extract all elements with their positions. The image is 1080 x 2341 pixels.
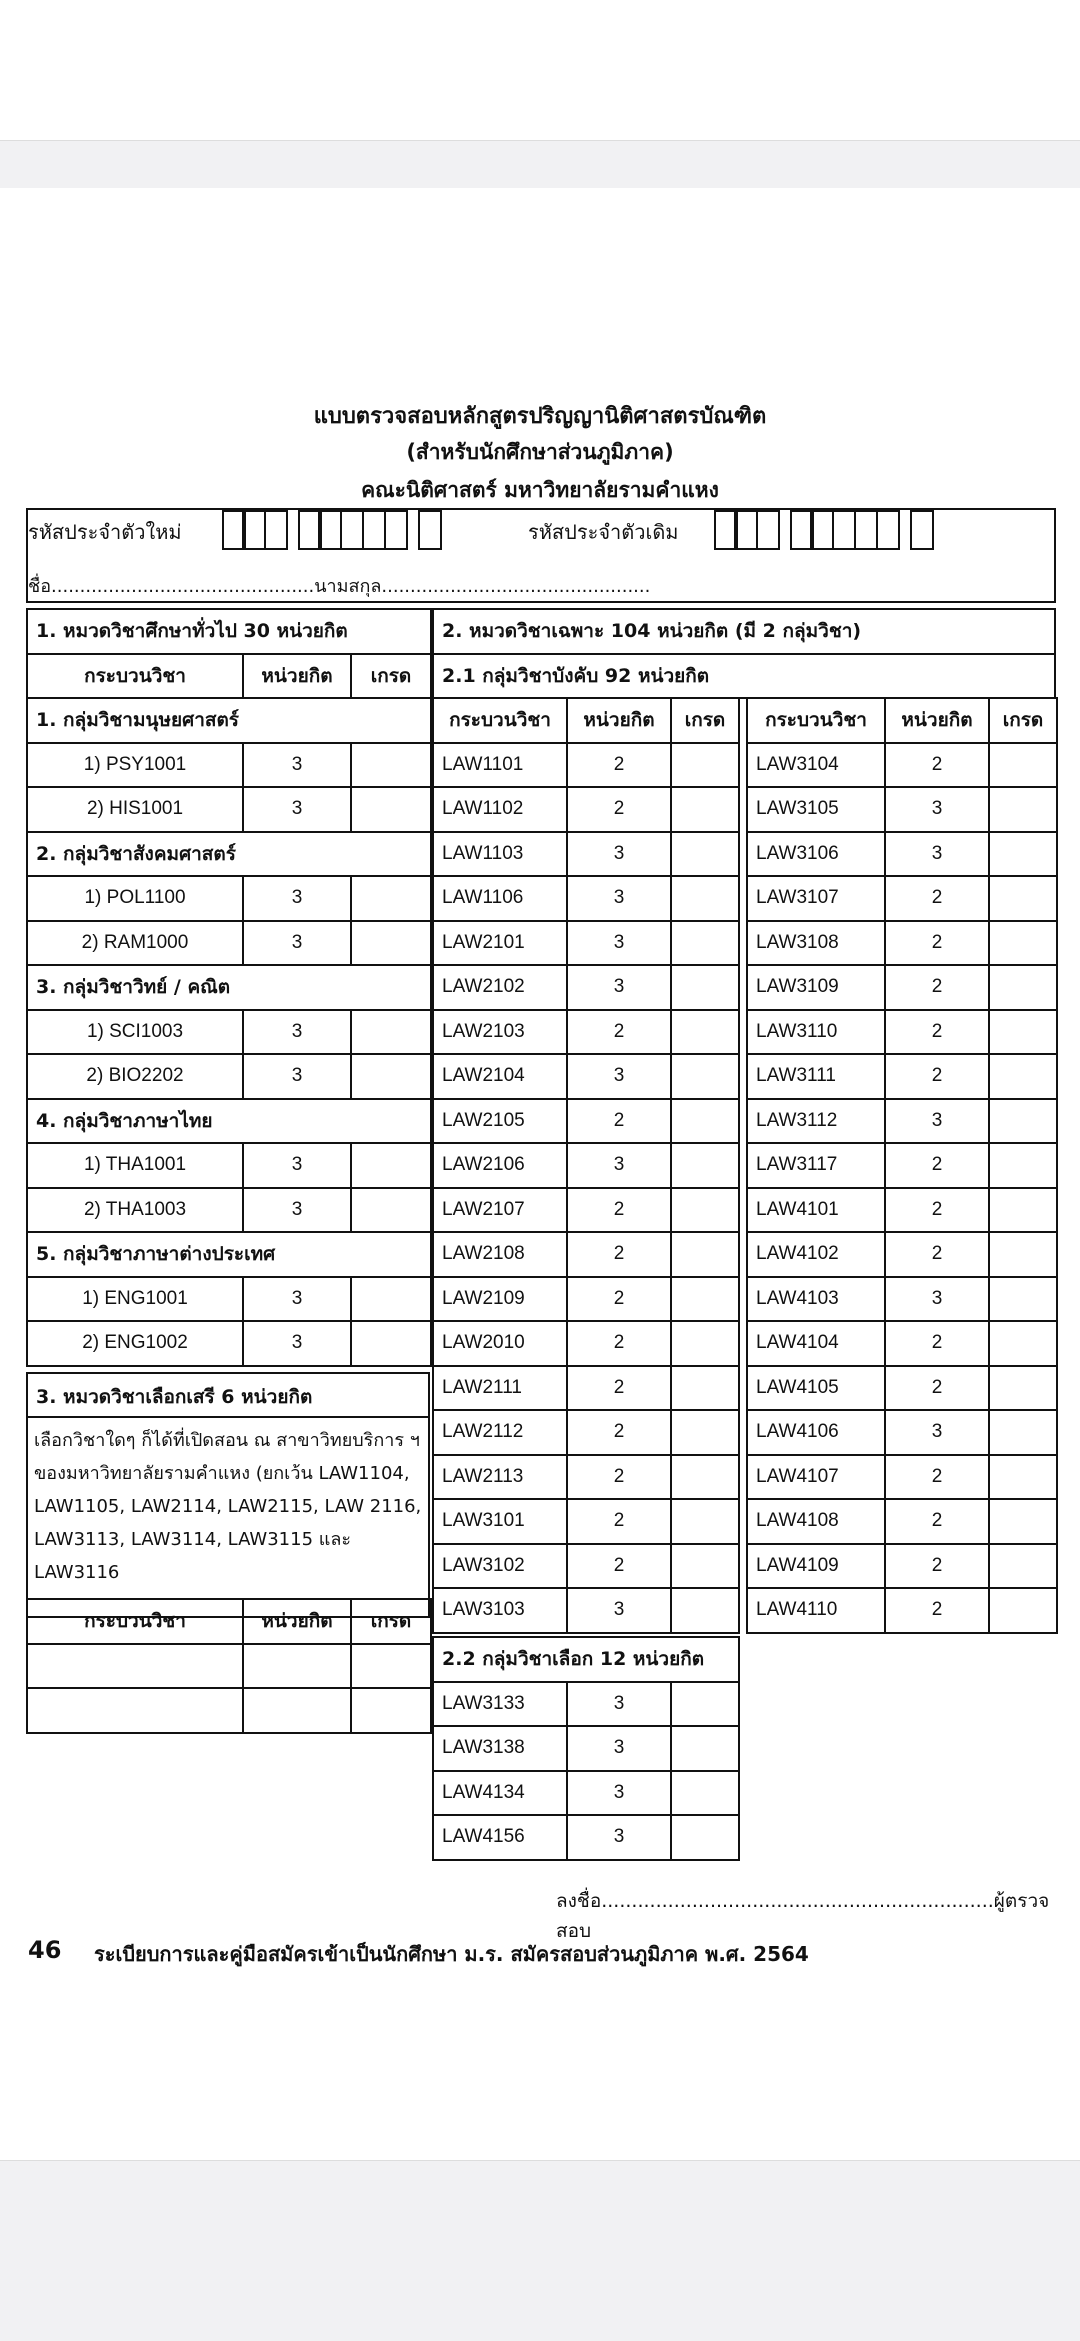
course-code: LAW3103: [433, 1588, 567, 1633]
credit-value: 3: [243, 876, 351, 921]
gen-ed-group: 2. กลุ่มวิชาสังคมศาสตร์: [27, 832, 431, 877]
grade-cell[interactable]: [351, 1321, 431, 1366]
grade-cell[interactable]: [989, 1099, 1057, 1144]
course-code: LAW2108: [433, 1232, 567, 1277]
table-row: [747, 921, 1057, 966]
table-row: [433, 1815, 739, 1860]
grade-cell[interactable]: [671, 1410, 739, 1455]
course-code: LAW2109: [433, 1277, 567, 1322]
credit-value: 3: [567, 1143, 671, 1188]
credit-value: 2: [885, 1499, 989, 1544]
id-digit-box[interactable]: [854, 510, 878, 550]
col-credit: หน่วยกิต: [885, 698, 989, 743]
elective-table: [432, 1636, 740, 1861]
grade-cell[interactable]: [671, 965, 739, 1010]
credit-value: 3: [567, 1588, 671, 1633]
viewer-bottom-area: [0, 2160, 1080, 2341]
grade-cell[interactable]: [671, 1366, 739, 1411]
major-title: 2. หมวดวิชาเฉพาะ 104 หน่วยกิต (มี 2 กลุ่มวิชา): [433, 609, 1055, 654]
credit-value: 3: [567, 1771, 671, 1816]
grade-cell[interactable]: [671, 1726, 739, 1771]
grade-cell[interactable]: [671, 743, 739, 788]
id-digit-box[interactable]: [910, 510, 934, 550]
course-code: LAW1106: [433, 876, 567, 921]
credit-value: 3: [243, 1277, 351, 1322]
table-row: [433, 1771, 739, 1816]
course-code: LAW3102: [433, 1544, 567, 1589]
credit-value: 2: [885, 1366, 989, 1411]
id-digit-box[interactable]: [340, 510, 364, 550]
grade-cell[interactable]: [671, 1682, 739, 1727]
free-elective-table: [26, 1598, 432, 1734]
grade-cell[interactable]: [989, 1455, 1057, 1500]
table-row: [747, 1010, 1057, 1055]
blank-cell[interactable]: [243, 1644, 351, 1689]
table-row: [747, 1410, 1057, 1455]
grade-cell[interactable]: [671, 1143, 739, 1188]
credit-value: 2: [885, 1321, 989, 1366]
course-code: LAW3110: [747, 1010, 885, 1055]
table-row: [433, 1588, 739, 1633]
course-code: LAW3112: [747, 1099, 885, 1144]
grade-cell[interactable]: [989, 1321, 1057, 1366]
course-code: LAW4104: [747, 1321, 885, 1366]
course-code: LAW4110: [747, 1588, 885, 1633]
id-digit-box[interactable]: [734, 510, 758, 550]
grade-cell[interactable]: [671, 1588, 739, 1633]
table-row: [433, 1232, 739, 1277]
table-row: [433, 876, 739, 921]
credit-value: 3: [243, 1321, 351, 1366]
gen-ed-group: 3. กลุ่มวิชาวิทย์ / คณิต: [27, 965, 431, 1010]
course-code: LAW3105: [747, 787, 885, 832]
grade-cell[interactable]: [671, 787, 739, 832]
id-digit-box[interactable]: [362, 510, 386, 550]
table-row: [433, 1188, 739, 1233]
table-row: [433, 787, 739, 832]
grade-cell[interactable]: [671, 1455, 739, 1500]
page-number: 46: [28, 1936, 62, 1964]
table-row: [433, 1321, 739, 1366]
grade-cell[interactable]: [351, 1054, 431, 1099]
grade-cell[interactable]: [989, 965, 1057, 1010]
grade-cell[interactable]: [989, 921, 1057, 966]
col-grade: เกรด: [671, 698, 739, 743]
course-code: LAW4109: [747, 1544, 885, 1589]
credit-value: 3: [885, 832, 989, 877]
id-digit-box[interactable]: [318, 510, 342, 550]
col-course: กระบวนวิชา: [27, 654, 243, 699]
table-row: [433, 921, 739, 966]
grade-cell[interactable]: [671, 1321, 739, 1366]
table-row: [747, 1054, 1057, 1099]
signature-line[interactable]: ลงชื่อ.................................................................ผู้ตรวจสอบ: [556, 1890, 1050, 1942]
table-row: [747, 1232, 1057, 1277]
table-row: [747, 1143, 1057, 1188]
credit-value: 3: [567, 965, 671, 1010]
course-code: 1) THA1001: [27, 1143, 243, 1188]
course-code: LAW4108: [747, 1499, 885, 1544]
credit-value: 3: [243, 1010, 351, 1055]
course-code: LAW4103: [747, 1277, 885, 1322]
grade-cell[interactable]: [671, 1277, 739, 1322]
course-code: LAW2103: [433, 1010, 567, 1055]
credit-value: 3: [885, 787, 989, 832]
course-code: LAW4134: [433, 1771, 567, 1816]
course-code: LAW3101: [433, 1499, 567, 1544]
gen-ed-group: 4. กลุ่มวิชาภาษาไทย: [27, 1099, 431, 1144]
credit-value: 2: [885, 1054, 989, 1099]
table-row: [747, 1277, 1057, 1322]
grade-cell[interactable]: [671, 1099, 739, 1144]
required-table-left: [432, 697, 740, 1634]
credit-value: 3: [567, 1726, 671, 1771]
required-title: 2.1 กลุ่มวิชาบังคับ 92 หน่วยกิต: [433, 654, 1055, 699]
grade-cell[interactable]: [671, 1010, 739, 1055]
grade-cell[interactable]: [989, 743, 1057, 788]
table-row: [747, 1588, 1057, 1633]
course-code: LAW2112: [433, 1410, 567, 1455]
course-code: 1) SCI1003: [27, 1010, 243, 1055]
grade-cell[interactable]: [671, 1771, 739, 1816]
id-digit-box[interactable]: [810, 510, 834, 550]
table-row: [433, 1726, 739, 1771]
id-digit-box[interactable]: [384, 510, 408, 550]
credit-value: 3: [567, 1682, 671, 1727]
gen-ed-title: 1. หมวดวิชาศึกษาทั่วไป 30 หน่วยกิต: [27, 609, 431, 654]
credit-value: 3: [243, 921, 351, 966]
doc-title: แบบตรวจสอบหลักสูตรปริญญานิติศาสตรบัณฑิต: [313, 404, 767, 429]
course-code: LAW3107: [747, 876, 885, 921]
table-row: [433, 1054, 739, 1099]
blank-cell[interactable]: [351, 1644, 431, 1689]
grade-cell[interactable]: [989, 1588, 1057, 1633]
credit-value: 2: [885, 921, 989, 966]
credit-value: 2: [567, 1099, 671, 1144]
col-credit: หน่วยกิต: [243, 1599, 351, 1644]
course-code: LAW2104: [433, 1054, 567, 1099]
credit-value: 3: [885, 1410, 989, 1455]
table-row: [433, 832, 739, 877]
credit-value: 2: [885, 1143, 989, 1188]
table-row: [747, 1366, 1057, 1411]
credit-value: 2: [885, 876, 989, 921]
credit-value: 3: [567, 1815, 671, 1860]
new-id-label: รหัสประจำตัวใหม่: [28, 520, 182, 544]
grade-cell[interactable]: [989, 1054, 1057, 1099]
grade-cell[interactable]: [989, 876, 1057, 921]
credit-value: 2: [567, 787, 671, 832]
course-code: LAW2113: [433, 1455, 567, 1500]
table-row: [747, 876, 1057, 921]
id-digit-box[interactable]: [876, 510, 900, 550]
table-row: [433, 1099, 739, 1144]
id-digit-box[interactable]: [756, 510, 780, 550]
grade-cell[interactable]: [989, 832, 1057, 877]
table-row: [433, 1455, 739, 1500]
course-code: LAW4102: [747, 1232, 885, 1277]
credit-value: 3: [243, 1188, 351, 1233]
table-row: [433, 1277, 739, 1322]
col-credit: หน่วยกิต: [243, 654, 351, 699]
course-code: LAW3133: [433, 1682, 567, 1727]
course-code: LAW2010: [433, 1321, 567, 1366]
grade-cell[interactable]: [351, 743, 431, 788]
credit-value: 2: [885, 1455, 989, 1500]
table-row: [747, 1544, 1057, 1589]
course-code: LAW3111: [747, 1054, 885, 1099]
id-digit-box[interactable]: [242, 510, 266, 550]
course-code: LAW2111: [433, 1366, 567, 1411]
blank-cell[interactable]: [27, 1644, 243, 1689]
table-row: [747, 1321, 1057, 1366]
table-row: [433, 743, 739, 788]
table-row: [747, 1188, 1057, 1233]
course-code: LAW2102: [433, 965, 567, 1010]
course-code: 2) BIO2202: [27, 1054, 243, 1099]
grade-cell[interactable]: [989, 787, 1057, 832]
id-digit-box[interactable]: [264, 510, 288, 550]
required-table-right: [746, 697, 1058, 1634]
viewer-gray-strip: [0, 141, 1080, 188]
course-code: 1) ENG1001: [27, 1277, 243, 1322]
table-row: [747, 832, 1057, 877]
id-digit-box[interactable]: [418, 510, 442, 550]
grade-cell[interactable]: [989, 1143, 1057, 1188]
table-row: [433, 1544, 739, 1589]
credit-value: 2: [567, 1544, 671, 1589]
credit-value: 2: [567, 1188, 671, 1233]
credit-value: 2: [567, 1321, 671, 1366]
credit-value: 2: [567, 1366, 671, 1411]
grade-cell[interactable]: [989, 1277, 1057, 1322]
credit-value: 2: [885, 743, 989, 788]
grade-cell[interactable]: [671, 1815, 739, 1860]
table-row: [747, 787, 1057, 832]
col-credit: หน่วยกิต: [567, 698, 671, 743]
id-digit-box[interactable]: [832, 510, 856, 550]
grade-cell[interactable]: [671, 1188, 739, 1233]
grade-cell[interactable]: [671, 921, 739, 966]
credit-value: 3: [567, 1054, 671, 1099]
credit-value: 2: [567, 743, 671, 788]
credit-value: 3: [567, 921, 671, 966]
elective-title: 2.2 กลุ่มวิชาเลือก 12 หน่วยกิต: [433, 1637, 739, 1682]
table-row: [747, 1499, 1057, 1544]
grade-cell[interactable]: [351, 876, 431, 921]
credit-value: 3: [885, 1277, 989, 1322]
course-code: 2) RAM1000: [27, 921, 243, 966]
table-row: [433, 1499, 739, 1544]
grade-cell[interactable]: [989, 1232, 1057, 1277]
course-code: LAW2101: [433, 921, 567, 966]
course-code: LAW3106: [747, 832, 885, 877]
credit-value: 2: [885, 1544, 989, 1589]
grade-cell[interactable]: [989, 1188, 1057, 1233]
grade-cell[interactable]: [989, 1410, 1057, 1455]
table-row: [747, 1099, 1057, 1144]
course-code: 2) ENG1002: [27, 1321, 243, 1366]
grade-cell[interactable]: [351, 1188, 431, 1233]
credit-value: 3: [243, 787, 351, 832]
course-code: LAW1102: [433, 787, 567, 832]
gen-ed-table: [26, 608, 432, 1367]
col-grade: เกรด: [351, 654, 431, 699]
grade-cell[interactable]: [989, 1010, 1057, 1055]
grade-cell[interactable]: [671, 1544, 739, 1589]
col-grade: เกรด: [351, 1599, 431, 1644]
grade-cell[interactable]: [351, 787, 431, 832]
credit-value: 3: [885, 1099, 989, 1144]
table-row: [433, 965, 739, 1010]
blank-cell[interactable]: [243, 1688, 351, 1733]
credit-value: 3: [567, 832, 671, 877]
app-top-bar: [0, 0, 1080, 141]
credit-value: 2: [567, 1499, 671, 1544]
table-row: [433, 1410, 739, 1455]
course-code: LAW4107: [747, 1455, 885, 1500]
course-code: LAW3104: [747, 743, 885, 788]
grade-cell[interactable]: [989, 1544, 1057, 1589]
credit-value: 3: [243, 743, 351, 788]
blank-cell[interactable]: [27, 1688, 243, 1733]
course-code: LAW4105: [747, 1366, 885, 1411]
col-course: กระบวนวิชา: [27, 1599, 243, 1644]
grade-cell[interactable]: [671, 1499, 739, 1544]
credit-value: 3: [567, 876, 671, 921]
table-row: [747, 1455, 1057, 1500]
credit-value: 2: [885, 965, 989, 1010]
course-code: LAW4106: [747, 1410, 885, 1455]
course-code: LAW3109: [747, 965, 885, 1010]
table-row: [433, 1366, 739, 1411]
grade-cell[interactable]: [671, 832, 739, 877]
gen-ed-group: 5. กลุ่มวิชาภาษาต่างประเทศ: [27, 1232, 431, 1277]
table-row: [433, 1143, 739, 1188]
credit-value: 2: [567, 1232, 671, 1277]
course-code: 2) THA1003: [27, 1188, 243, 1233]
course-code: 1) PSY1001: [27, 743, 243, 788]
table-row: [747, 965, 1057, 1010]
course-code: LAW2107: [433, 1188, 567, 1233]
credit-value: 3: [243, 1054, 351, 1099]
course-code: LAW3108: [747, 921, 885, 966]
doc-subtitle: (สำหรับนักศึกษาส่วนภูมิภาค): [406, 440, 674, 464]
credit-value: 2: [567, 1010, 671, 1055]
credit-value: 2: [885, 1232, 989, 1277]
name-line[interactable]: ชื่อ..............................................นามสกุล...............................................: [28, 576, 651, 597]
credit-value: 2: [885, 1188, 989, 1233]
course-code: 2) HIS1001: [27, 787, 243, 832]
course-code: LAW3138: [433, 1726, 567, 1771]
grade-cell[interactable]: [671, 1054, 739, 1099]
course-code: LAW4101: [747, 1188, 885, 1233]
table-row: [747, 743, 1057, 788]
table-row: [433, 1010, 739, 1055]
course-code: LAW2105: [433, 1099, 567, 1144]
grade-cell[interactable]: [351, 1143, 431, 1188]
page-footer: ระเบียบการและคู่มือสมัครเข้าเป็นนักศึกษา ม.ร. สมัครสอบส่วนภูมิภาค พ.ศ. 2564: [94, 1942, 809, 1966]
course-code: LAW3117: [747, 1143, 885, 1188]
blank-cell[interactable]: [351, 1688, 431, 1733]
grade-cell[interactable]: [351, 1277, 431, 1322]
free-elective-title: 3. หมวดวิชาเลือกเสรี 6 หน่วยกิต: [26, 1372, 430, 1418]
grade-cell[interactable]: [671, 876, 739, 921]
grade-cell[interactable]: [989, 1499, 1057, 1544]
gen-ed-group: 1. กลุ่มวิชามนุษยศาสตร์: [27, 698, 431, 743]
document-page: [0, 188, 1080, 2160]
course-code: LAW2106: [433, 1143, 567, 1188]
grade-cell[interactable]: [351, 921, 431, 966]
grade-cell[interactable]: [671, 1232, 739, 1277]
grade-cell[interactable]: [989, 1366, 1057, 1411]
col-course: กระบวนวิชา: [433, 698, 567, 743]
grade-cell[interactable]: [351, 1010, 431, 1055]
major-header-table: [432, 608, 1056, 699]
course-code: 1) POL1100: [27, 876, 243, 921]
credit-value: 2: [885, 1010, 989, 1055]
course-code: LAW1101: [433, 743, 567, 788]
doc-faculty: คณะนิติศาสตร์ มหาวิทยาลัยรามคำแหง: [361, 478, 719, 502]
credit-value: 2: [567, 1277, 671, 1322]
course-code: LAW4156: [433, 1815, 567, 1860]
credit-value: 2: [567, 1455, 671, 1500]
col-course: กระบวนวิชา: [747, 698, 885, 743]
credit-value: 3: [243, 1143, 351, 1188]
table-row: [433, 1682, 739, 1727]
free-elective-note: เลือกวิชาใดๆ ก็ได้ที่เปิดสอน ณ สาขาวิทยบริการ ฯ ของมหาวิทยาลัยรามคำแหง (ยกเว้น LAW1104, LAW1105, LAW2114, LAW2115, LAW 2116, LAW3113, LAW3114, LAW3115 และ LAW3116: [34, 1430, 422, 1583]
credit-value: 2: [885, 1588, 989, 1633]
course-code: LAW1103: [433, 832, 567, 877]
old-id-label: รหัสประจำตัวเดิม: [528, 520, 679, 544]
col-grade: เกรด: [989, 698, 1057, 743]
credit-value: 2: [567, 1410, 671, 1455]
